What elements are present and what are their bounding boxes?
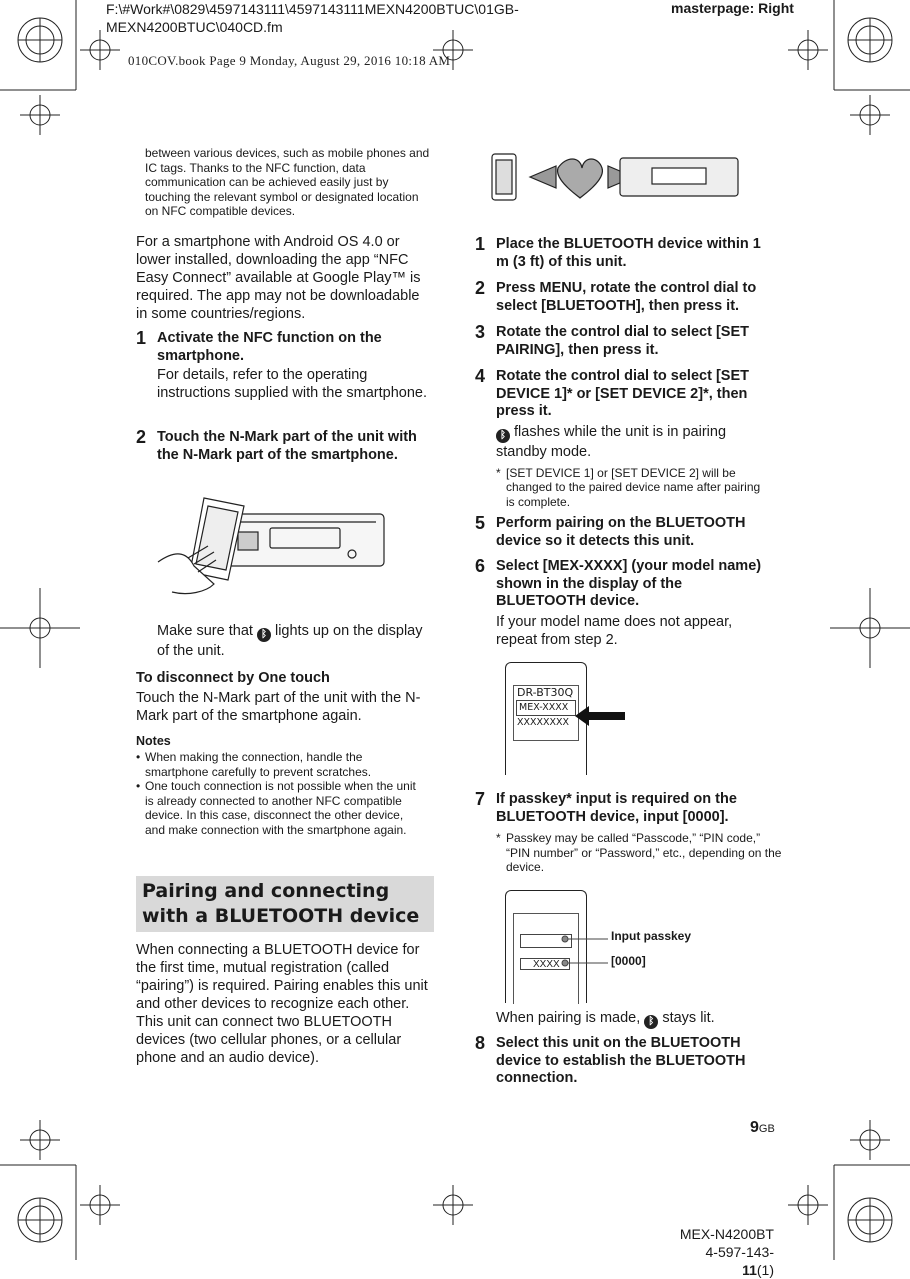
step-title: Select [MEX-XXXX] (your model name) shown in the display of the BLUETOOTH device.	[496, 558, 762, 609]
input-passkey-label: Input passkey	[611, 929, 692, 943]
note-item: • One touch connection is not possible when the unit is already connected to another NFC compatible device. In this case, disconnect the other device, and make connection with the smartphone again.	[136, 779, 418, 837]
step-title: Rotate the control dial to select [SET PAIRING], then press it.	[496, 324, 749, 358]
note-item: • When making the connection, handle the smartphone carefully to prevent scratches.	[136, 750, 418, 779]
step-title: Select this unit on the BLUETOOTH device to establish the BLUETOOTH connection.	[496, 1035, 746, 1086]
right-step-6	[475, 558, 775, 649]
disconnect-heading: To disconnect by One touch	[136, 670, 330, 686]
step-number: 1	[475, 234, 486, 254]
step-number: 2	[136, 427, 147, 447]
step-title: If passkey* input is required on the BLUETOOTH device, input [0000].	[496, 791, 737, 825]
callout-lines	[562, 934, 612, 974]
disconnect-text: Touch the N-Mark part of the unit with the N-Mark part of the smartphone again.	[136, 690, 421, 724]
step-title: Perform pairing on the BLUETOOTH device so it detects this unit.	[496, 515, 746, 549]
step-detail: If your model name does not appear, repeat from step 2.	[496, 613, 733, 648]
step-number: 6	[475, 556, 486, 576]
step-title: Activate the NFC function on the smartphone.	[157, 330, 382, 364]
step-number: 7	[475, 789, 486, 809]
step-detail: For details, refer to the operating instructions supplied with the smartphone.	[157, 367, 428, 401]
right-step-8	[475, 1035, 775, 1088]
pairing-paragraph: When connecting a BLUETOOTH device for the first time, mutual registration (called “pairing”) is required. Pairing enables this unit and other devices to recognize each other. This unit can connect two BLUETOOTH devices (two cellular phones, or a cellular phone and an audio device).	[136, 942, 428, 1066]
file-path	[106, 0, 519, 36]
other-device-item: XXXXXXXX	[517, 717, 570, 728]
right-step-1	[475, 236, 775, 271]
step-title: Press MENU, rotate the control dial to select [BLUETOOTH], then press it.	[496, 280, 757, 314]
paired-text: When pairing is made, ᛒ stays lit.	[496, 1010, 715, 1027]
make-sure-text: Make sure that ᛒ lights up on the display of the unit.	[157, 623, 423, 659]
step-number: 4	[475, 366, 486, 386]
android-paragraph: For a smartphone with Android OS 4.0 or lower installed, downloading the app “NFC Easy Connect” available at Google Play™ is required. The app may not be downloadable in some countries/regions.	[136, 234, 421, 322]
right-step-4	[475, 368, 775, 509]
step-title: Touch the N-Mark part of the unit with the N-Mark part of the smartphone.	[157, 429, 417, 463]
arrow-left-icon	[575, 704, 625, 728]
model-name-item: MEX-XXXX	[516, 700, 576, 716]
section-title: Pairing and connecting with a BLUETOOTH device	[142, 880, 420, 927]
right-step-2	[475, 280, 775, 315]
bluetooth-icon: ᛒ	[257, 628, 271, 642]
right-step-7	[475, 789, 782, 875]
device-name: DR-BT30Q	[517, 686, 574, 699]
bluetooth-icon: ᛒ	[496, 429, 510, 443]
step-number: 2	[475, 278, 486, 298]
footnote: * [SET DEVICE 1] or [SET DEVICE 2] will be changed to the paired device name after pairing is complete.	[496, 465, 761, 509]
step-title: Rotate the control dial to select [SET DEVICE 1]* or [SET DEVICE 2]*, then press it.	[496, 368, 749, 419]
model-number: MEX-N4200BT	[679, 1226, 774, 1242]
nfc-touch-illustration	[158, 488, 398, 598]
phone-screen	[513, 685, 579, 741]
page-number: 9GB	[750, 1119, 775, 1136]
step-detail: ᛒ flashes while the unit is in pairing standby mode.	[496, 423, 727, 460]
part-code: 4-597-143-11(1)	[705, 1244, 774, 1278]
step-number: 8	[475, 1033, 486, 1053]
left-step-2	[136, 429, 434, 464]
passkey-code-label: [0000]	[611, 954, 646, 968]
model-info	[678, 1225, 774, 1279]
step-number: 3	[475, 322, 486, 342]
right-step-3	[475, 324, 775, 359]
section-heading-bar	[136, 876, 434, 932]
step-number: 1	[136, 328, 147, 348]
notes-list	[136, 750, 418, 837]
step-number: 5	[475, 513, 486, 533]
bluetooth-icon: ᛒ	[644, 1015, 658, 1029]
file-path-line1: F:\#Work#\0829\4597143111\4597143111MEXN4200BTUC\01GB-	[106, 1, 519, 17]
passkey-value: XXXX	[520, 958, 570, 970]
step-title: Place the BLUETOOTH device within 1 m (3 ft) of this unit.	[496, 236, 761, 270]
notes-heading: Notes	[136, 734, 171, 748]
right-step-5	[475, 515, 775, 550]
file-path-line2: MEXN4200BTUC\040CD.fm	[106, 19, 283, 35]
footnote: * Passkey may be called “Passcode,” “PIN code,” “PIN number” or “Password,” etc., depending on the device.	[496, 831, 782, 874]
left-step-1	[136, 330, 434, 402]
nfc-note: between various devices, such as mobile phones and IC tags. Thanks to the NFC function, data communication can be achieved easily just by touching the relevant symbol or designated location on NFC compatible devices.	[145, 146, 430, 218]
bluetooth-link-illustration	[490, 152, 750, 202]
book-info: 010COV.book Page 9 Monday, August 29, 2016 10:18 AM	[128, 53, 451, 68]
masterpage-label: masterpage: Right	[671, 0, 794, 16]
